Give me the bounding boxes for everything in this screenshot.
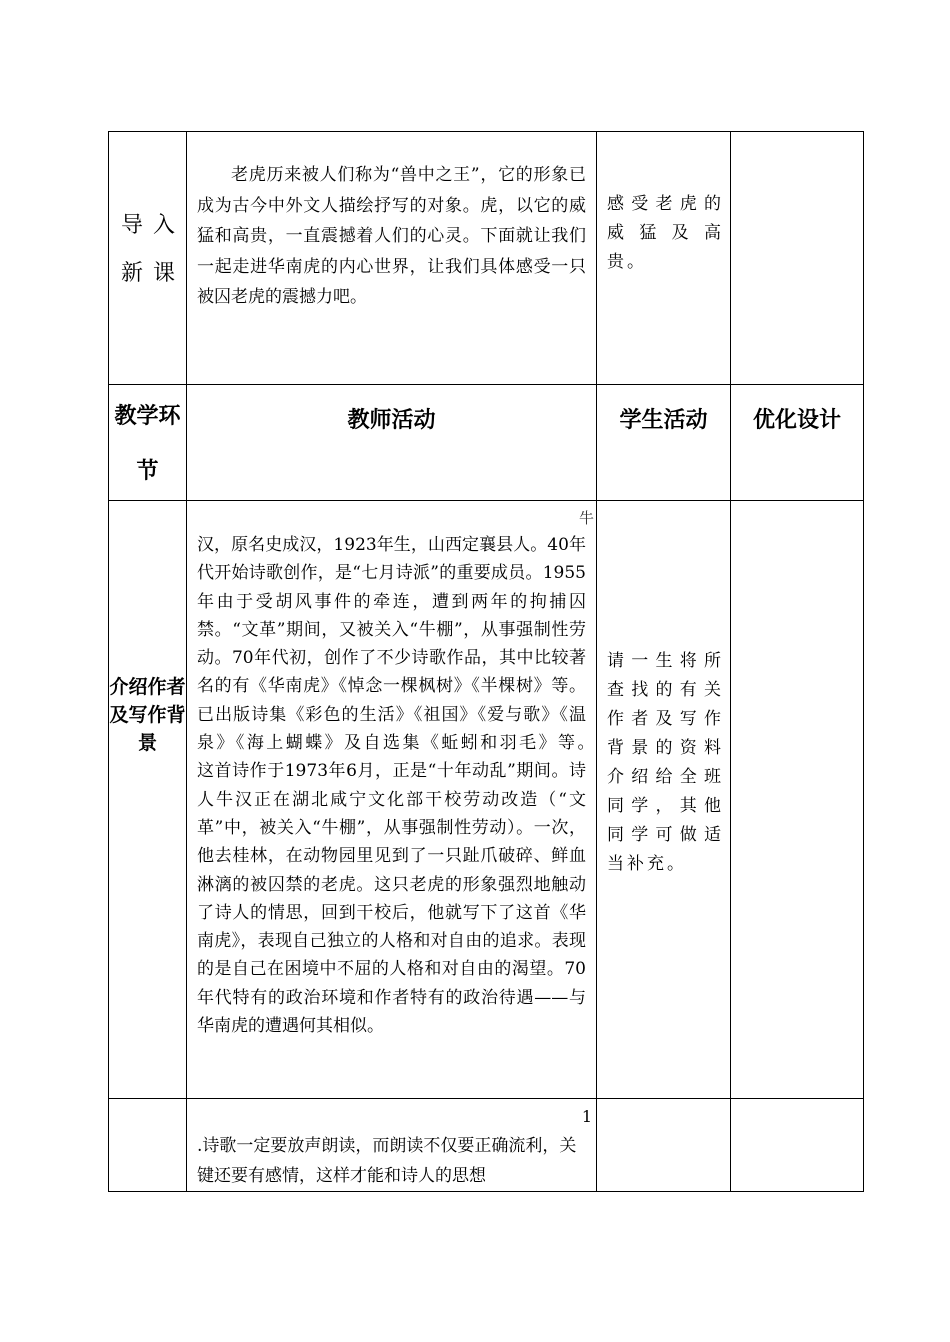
author-corner-mark: 牛 — [578, 509, 594, 527]
reading-row — [109, 1099, 864, 1192]
author-label-cell — [109, 501, 187, 1099]
intro-label-cell — [109, 132, 187, 385]
author-teacher-text: 汉，原名史成汉，1923年生，山西定襄县人。40年代开始诗歌创作，是“七月诗派”的重要成员。1955年由于受胡风事件的牵连，遭到两年的拘捕囚禁。“文革”期间，又被关入“牛棚”，从事强制性劳动。70年代初，创作了不少诗歌作品，其中比较著名的有《华南虎》《悼念一棵枫树》《半棵树》等。已出版诗集《彩色的生活》《祖国》《爱与歌》《温泉》《海上蝴蝶》及自选集《蚯蚓和羽毛》等。 这首诗作于1973年6月，正是“十年动乱”期间。诗人牛汉正在湖北咸宁文化部干校劳动改造（“文革”中，被关入“牛棚”，从事强制性劳动）。一次，他去桂林，在动物园里见到了一只趾爪破碎、鲜血淋漓的被囚禁的老虎。这只老虎的形象强烈地触动了诗人的情思，回到干校后，他就写下了这首《华南虎》，表现自己独立的人格和对自由的追求。表现的是自己在困境中不屈的人格和对自由的渴望。70年代特有的政治环境和作者特有的政治待遇——与华南虎的遭遇何其相似。 — [197, 535, 620, 1037]
author-student-text: 请一生将所查找的有关作者及写作背景的资料介绍给全班同学，其他同学可做适当补充。 — [607, 651, 724, 874]
reading-student-cell — [597, 1099, 731, 1192]
reading-teacher-cell — [187, 1099, 597, 1192]
reading-design-cell — [731, 1099, 864, 1192]
intro-teacher-text: 老虎历来被人们称为“兽中之王”，它的形象已成为古今中外文人描绘抒写的对象。虎，以它的威猛和高贵，一直震撼着人们的心灵。下面就让我们一起走进华南虎的内心世界，让我们具体感受一只被囚老虎的震撼力吧。 — [197, 165, 586, 307]
header-student-cell — [597, 385, 731, 501]
header-teacher-cell — [187, 385, 597, 501]
author-student-cell — [597, 501, 731, 1099]
author-teacher-cell — [187, 501, 620, 1099]
intro-design-cell — [731, 132, 864, 385]
author-design-cell — [731, 501, 864, 1099]
intro-student-cell — [597, 132, 731, 385]
header-stage: 教学环节 — [114, 404, 181, 484]
header-stage-cell — [109, 385, 187, 501]
header-design-cell — [731, 385, 864, 501]
intro-teacher-cell — [187, 132, 597, 385]
reading-label-cell — [109, 1099, 187, 1192]
intro-row — [109, 132, 864, 385]
lesson-plan-table — [108, 131, 864, 1192]
author-row — [109, 501, 864, 1099]
header-teacher: 教师活动 — [347, 408, 436, 433]
intro-student-text: 感受老虎的威猛及高贵。 — [607, 194, 724, 272]
reading-corner-mark: 1 — [581, 1107, 592, 1126]
header-design: 优化设计 — [752, 408, 841, 433]
reading-teacher-text: .诗歌一定要放声朗读，而朗读不仅要正确流利，关键还要有感情，这样才能和诗人的思想 — [197, 1136, 577, 1186]
header-row — [109, 385, 864, 501]
header-student: 学生活动 — [619, 408, 708, 433]
author-label: 介绍作者及写作背景 — [109, 676, 186, 754]
intro-label: 导入新课 — [121, 213, 186, 286]
